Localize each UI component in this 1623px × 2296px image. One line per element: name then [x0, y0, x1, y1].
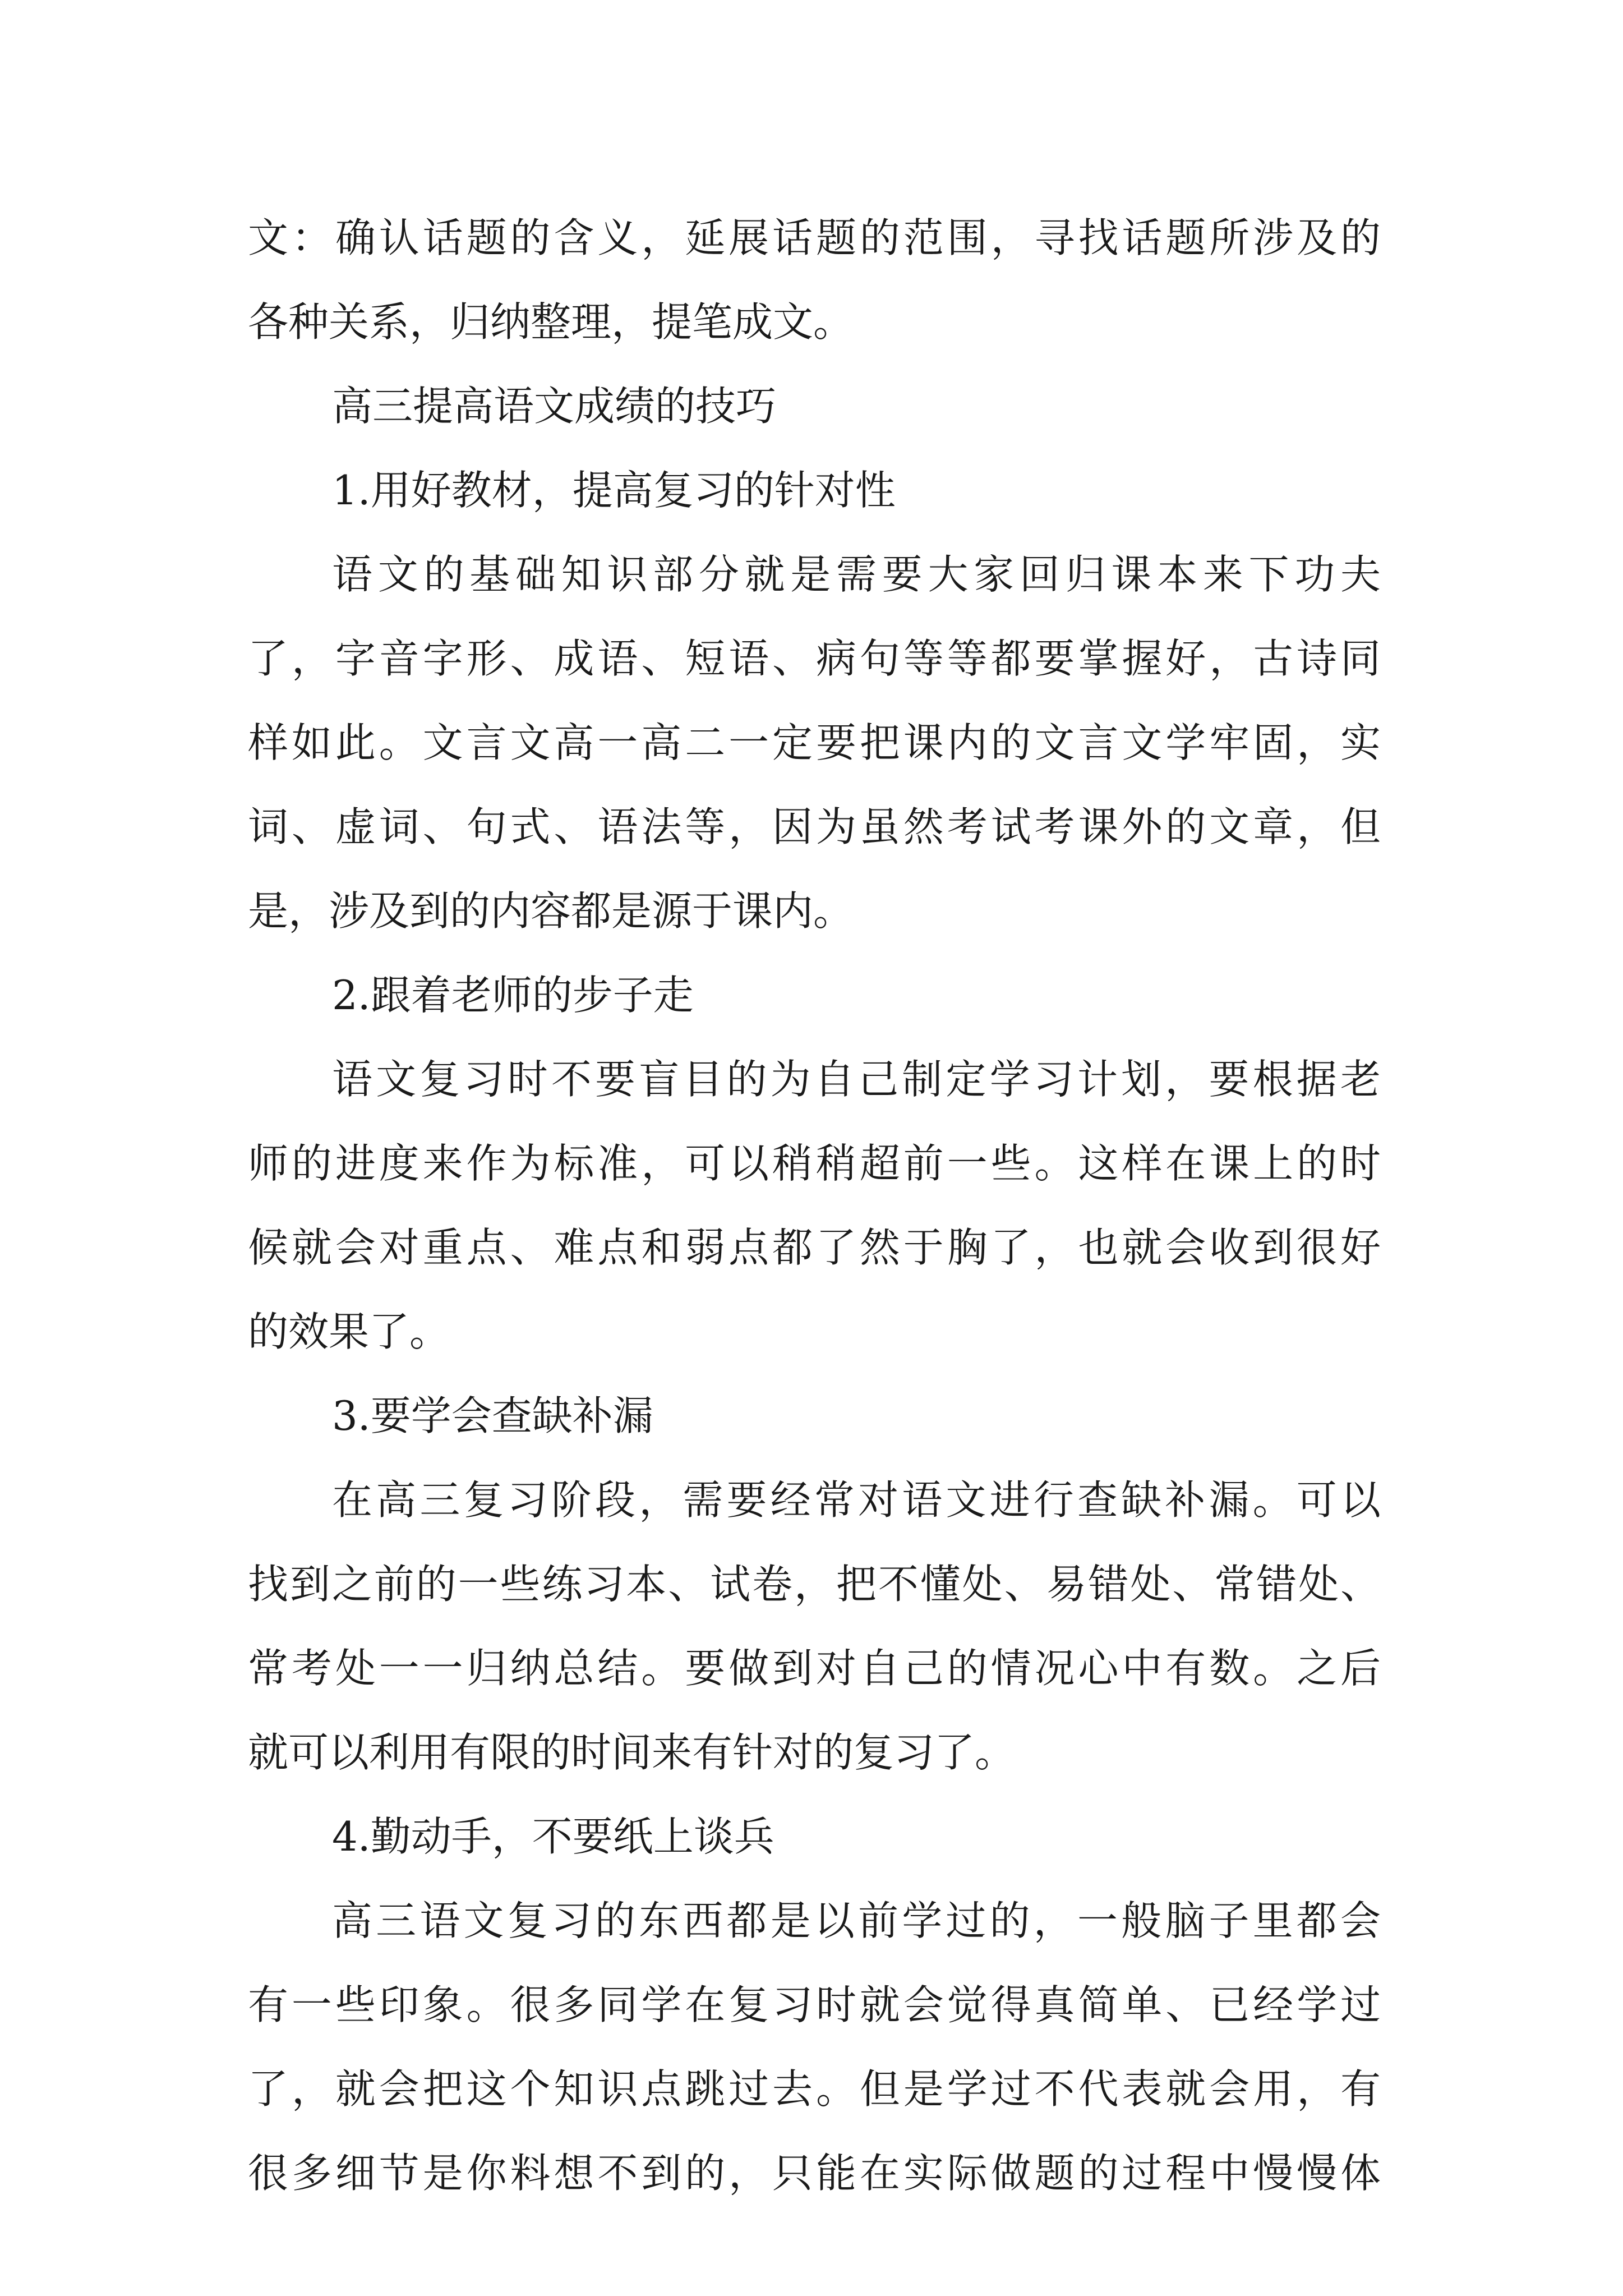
text-line: 文：确认话题的含义，延展话题的范围，寻找话题所涉及的 — [248, 214, 1381, 261]
text-line: 很多细节是你料想不到的，只能在实际做题的过程中慢慢体 — [248, 2150, 1381, 2197]
subheading: 1.用好教材，提高复习的针对性 — [332, 467, 896, 514]
text-line: 有一些印象。很多同学在复习时就会觉得真简单、已经学过 — [248, 1981, 1381, 2028]
text-line: 样如此。文言文高一高二一定要把课内的文言文学牢固，实 — [248, 719, 1381, 766]
section-heading: 高三提高语文成绩的技巧 — [332, 383, 777, 430]
text-line: 语文的基础知识部分就是需要大家回归课本来下功夫 — [332, 551, 1381, 598]
text-line: 各种关系，归纳整理，提笔成文。 — [248, 298, 854, 346]
text-line: 就可以利用有限的时间来有针对的复习了。 — [248, 1729, 1016, 1776]
text-line: 是，涉及到的内容都是源于课内。 — [248, 887, 854, 935]
text-line: 候就会对重点、难点和弱点都了然于胸了，也就会收到很好 — [248, 1224, 1381, 1271]
text-line: 语文复习时不要盲目的为自己制定学习计划，要根据老 — [332, 1056, 1381, 1103]
text-line: 师的进度来作为标准，可以稍稍超前一些。这样在课上的时 — [248, 1140, 1381, 1187]
text-line: 常考处一一归纳总结。要做到对自己的情况心中有数。之后 — [248, 1645, 1381, 1692]
text-line: 的效果了。 — [248, 1308, 450, 1355]
subheading: 3.要学会查缺补漏 — [332, 1392, 653, 1439]
subheading: 4.勤动手，不要纸上谈兵 — [332, 1813, 774, 1860]
text-line: 了，字音字形、成语、短语、病句等等都要掌握好，古诗同 — [248, 635, 1381, 682]
text-line: 词、虚词、句式、语法等，因为虽然考试考课外的文章，但 — [248, 803, 1381, 850]
subheading: 2.跟着老师的步子走 — [332, 972, 694, 1019]
text-line: 高三语文复习的东西都是以前学过的，一般脑子里都会 — [332, 1897, 1381, 1944]
text-line: 在高三复习阶段，需要经常对语文进行查缺补漏。可以 — [332, 1476, 1381, 1524]
text-line: 找到之前的一些练习本、试卷，把不懂处、易错处、常错处、 — [248, 1561, 1381, 1608]
text-line: 了，就会把这个知识点跳过去。但是学过不代表就会用，有 — [248, 2065, 1381, 2113]
